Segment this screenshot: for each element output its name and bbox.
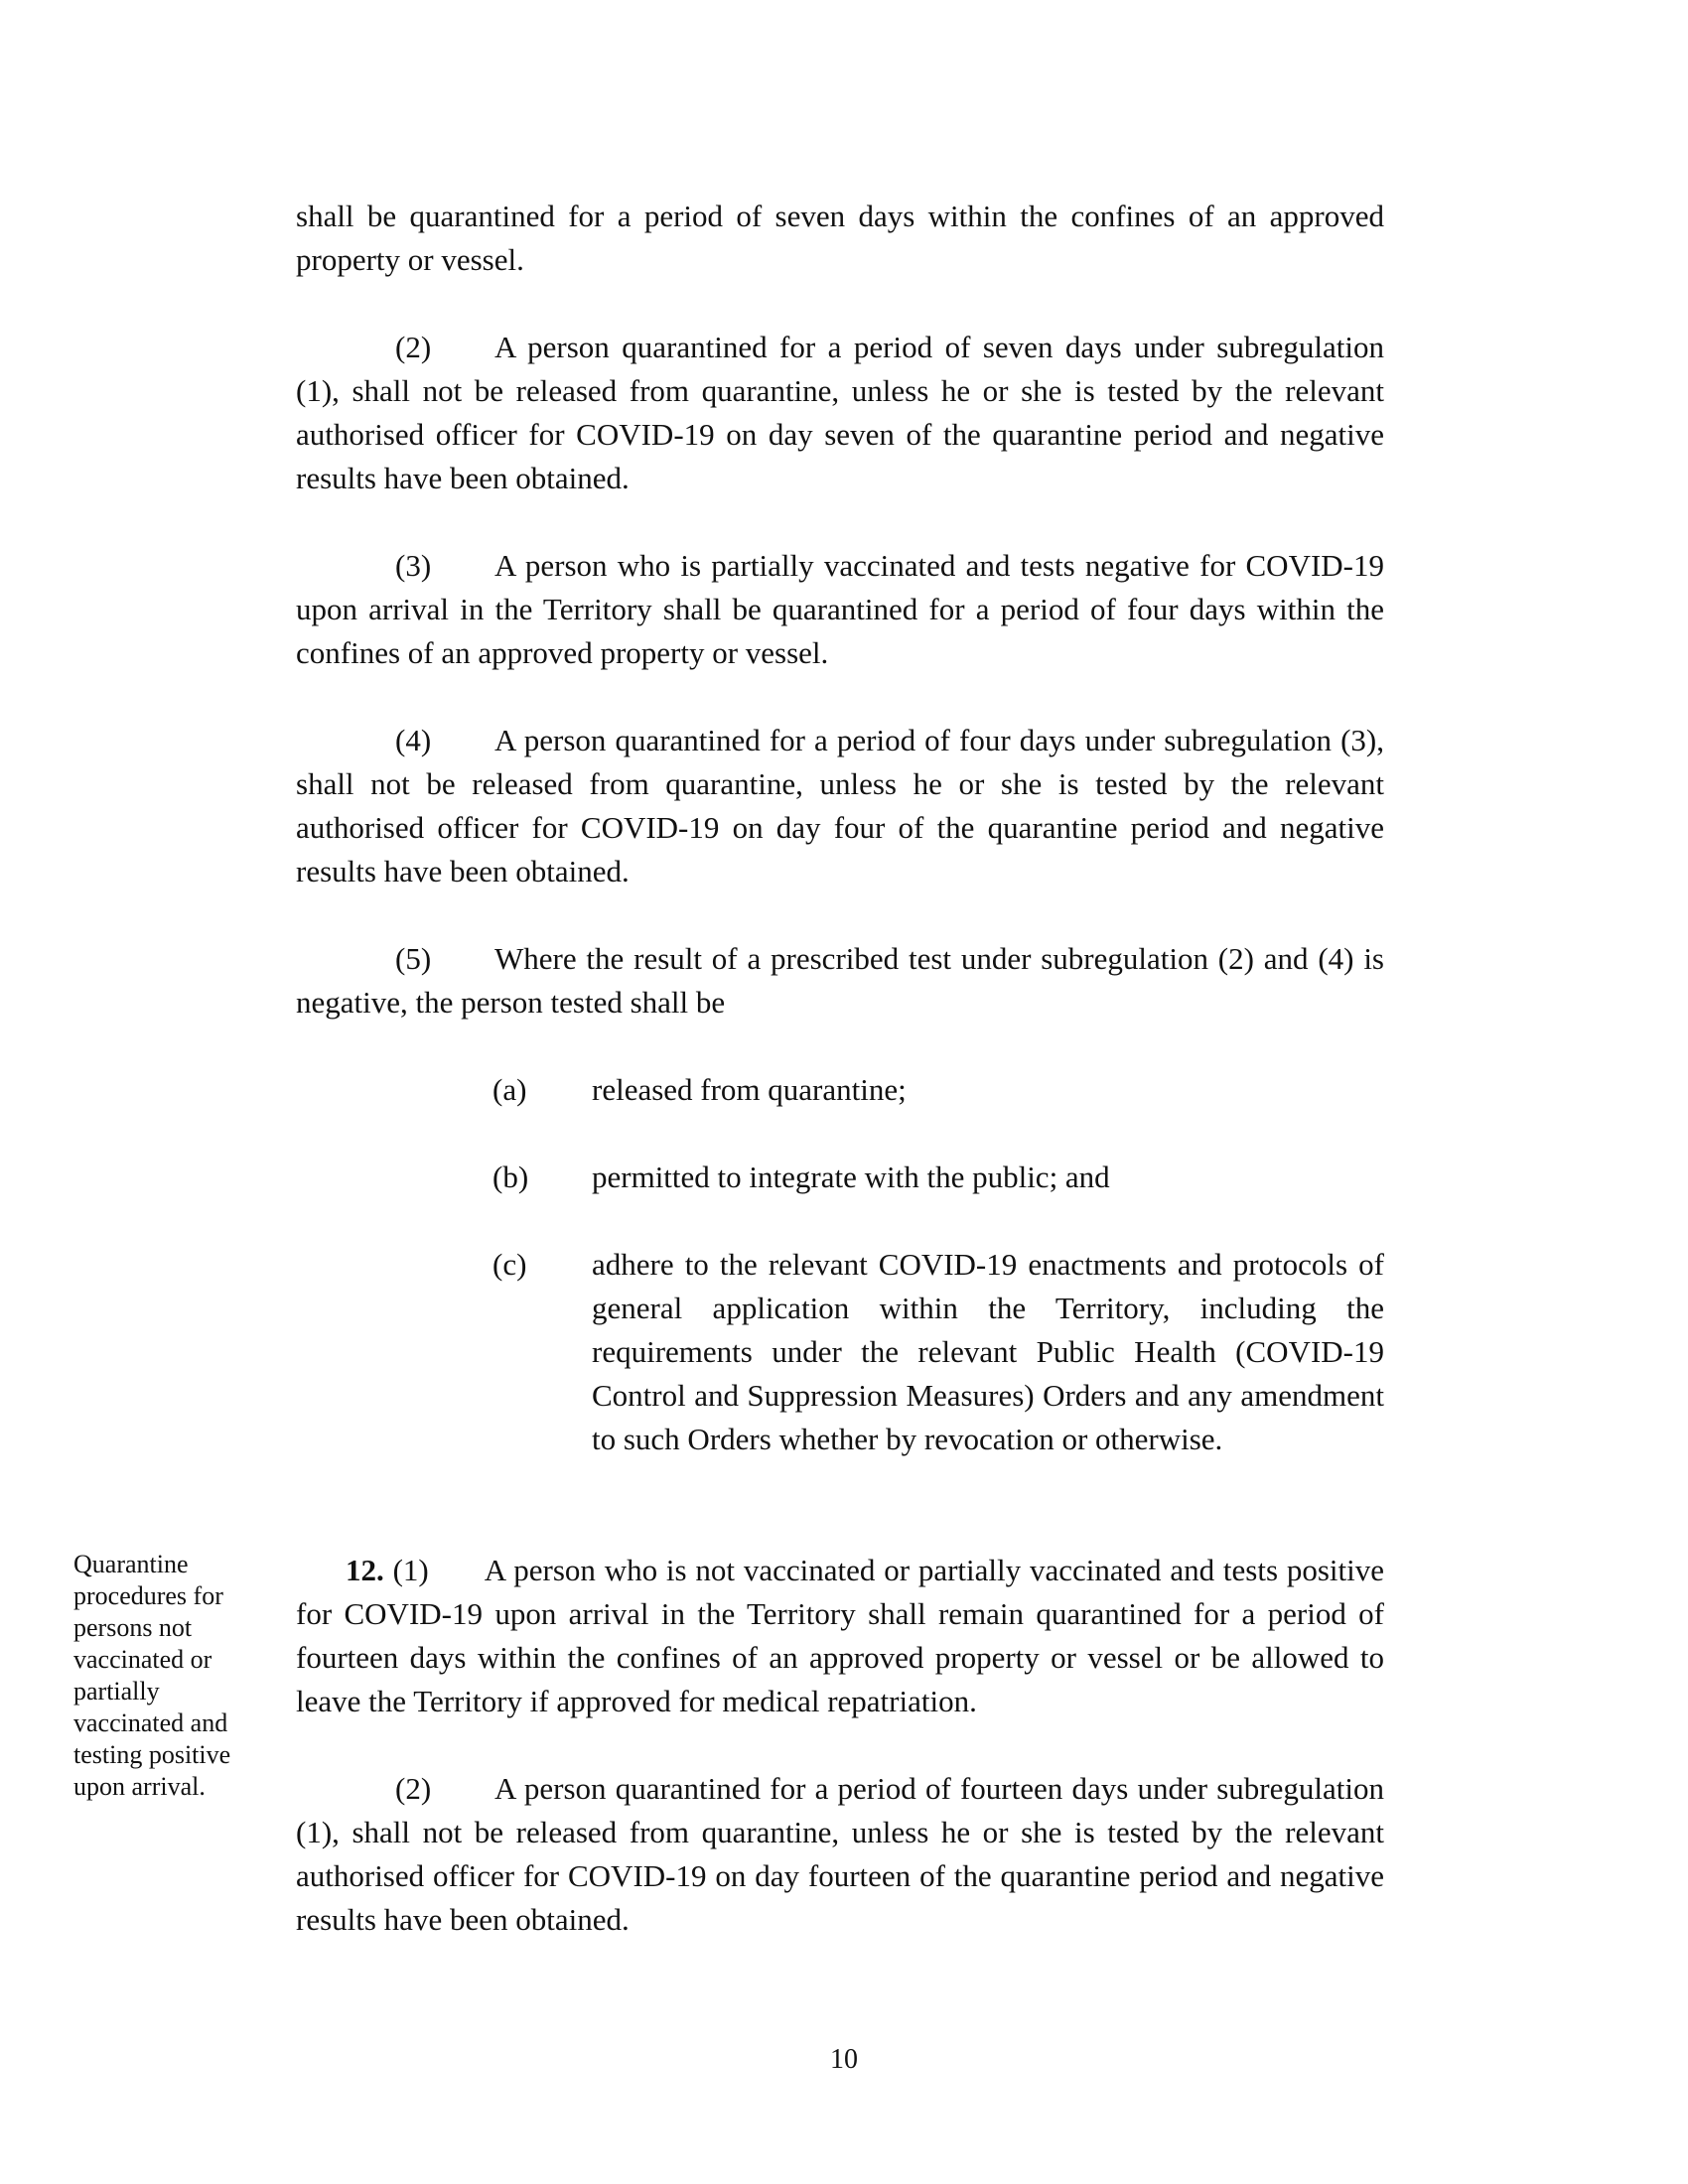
paragraph-number: (1): [392, 1553, 429, 1587]
paragraph-4: [296, 719, 1384, 893]
paragraph-number: (2): [395, 330, 432, 364]
paragraph-text: A person quarantined for a period of fourteen days under subregulation (1), shall not be released from quarantine, unless he or she is tested by the relevant authorised officer for COVID-19 on day fourteen of the quarantine period and negative results have been obtained.: [296, 1771, 1384, 1937]
paragraph-text: A person quarantined for a period of seven days under subregulation (1), shall not be released from quarantine, unless he or she is tested by the relevant authorised officer for COVID-19 on day seven of the quarantine period and negative results have been obtained.: [296, 330, 1384, 495]
paragraph-number: (2): [395, 1771, 432, 1806]
paragraph-number: (4): [395, 723, 432, 757]
paragraph-text: A person who is not vaccinated or partially vaccinated and tests positive for COVID-19 upon arrival in the Territory shall remain quarantined for a period of fourteen days within the confines of an approved property or vessel or be allowed to leave the Territory if approved for medical repatriation.: [296, 1553, 1384, 1718]
paragraph-text: A person who is partially vaccinated and tests negative for COVID-19 upon arrival in the Territory shall be quarantined for a period of four days within the confines of an approved property or vessel.: [296, 548, 1384, 670]
paragraph-3: [296, 544, 1384, 675]
paragraph-5: [296, 937, 1384, 1024]
list-item-text: adhere to the relevant COVID-19 enactments and protocols of general application within the Territory, including the requirements under the relevant Public Health (COVID-19 Control and Suppression Measures) Orders and any amendment to such Orders whether by revocation or otherwise.: [592, 1247, 1384, 1456]
paragraph-text: Where the result of a prescribed test under subregulation (2) and (4) is negative, the person tested shall be: [296, 941, 1384, 1020]
list-item-text: permitted to integrate with the public; and: [592, 1160, 1110, 1194]
section-number: 12.: [346, 1553, 384, 1587]
list-item-marker: (b): [492, 1160, 529, 1194]
section-12-paragraph-1: [296, 1549, 1384, 1723]
continuation-paragraph: [296, 195, 1384, 282]
list-item-marker: (c): [492, 1247, 527, 1282]
page-number: 10: [830, 2044, 858, 2075]
paragraph-number: (3): [395, 548, 432, 583]
list-item-text: released from quarantine;: [592, 1072, 907, 1107]
continuation-text: shall be quarantined for a period of seven days within the confines of an approved property or vessel.: [296, 199, 1384, 277]
list-item-marker: (a): [492, 1072, 527, 1107]
margin-note: Quarantine procedures for persons not vaccinated or partially vaccinated and testing positive upon arrival.: [73, 1550, 231, 1801]
paragraph-2: [296, 326, 1384, 500]
paragraph-text: A person quarantined for a period of four days under subregulation (3), shall not be released from quarantine, unless he or she is tested by the relevant authorised officer for COVID-19 on day four of the quarantine period and negative results have been obtained.: [296, 723, 1384, 888]
paragraph-number: (5): [395, 941, 432, 976]
section-12-paragraph-2: [296, 1767, 1384, 1942]
